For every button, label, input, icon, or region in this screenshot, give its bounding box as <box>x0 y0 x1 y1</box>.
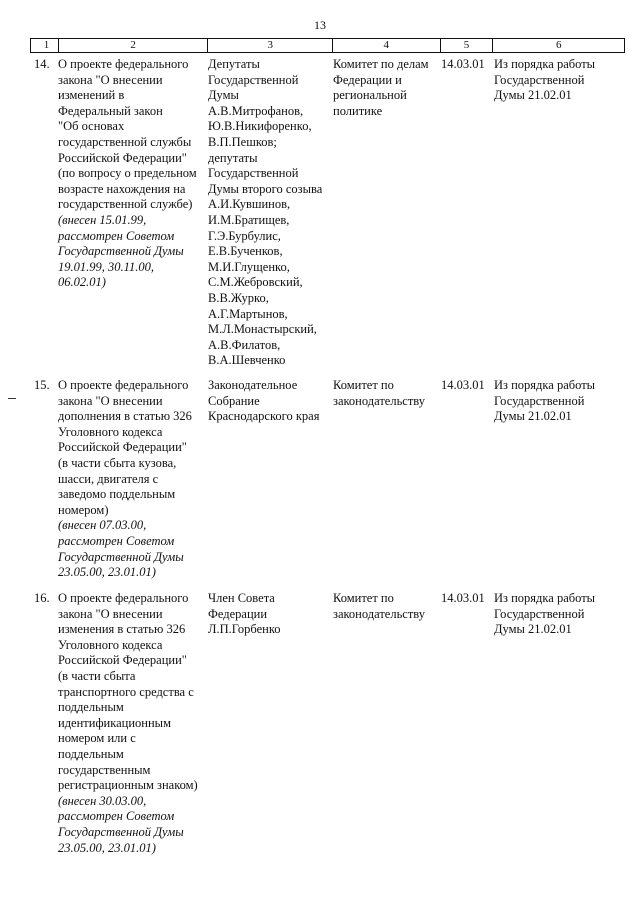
bill-title-line: О проекте федерального <box>58 378 189 392</box>
source-line: Думы 21.02.01 <box>494 622 572 637</box>
bill-title-line: изменений в <box>58 88 125 103</box>
source <box>494 591 625 856</box>
committee <box>333 591 441 856</box>
date-text: 14.03.01 <box>441 57 485 71</box>
bill-title-line: Российской Федерации" <box>58 150 187 165</box>
bill-title-line: идентификационным <box>58 715 171 730</box>
initiator-line: В.П.Пешков; <box>208 134 277 149</box>
initiator-line: Л.П.Горбенко <box>208 622 281 637</box>
bill-title-line: Российской Федерации" <box>58 653 187 668</box>
bill-title-line: Федеральный закон <box>58 103 163 118</box>
initiator <box>208 591 333 856</box>
initiator-line: Думы <box>208 88 239 103</box>
committee-line: Комитет по <box>333 378 394 392</box>
bill-title-line: регистрационным знаком) <box>58 778 198 793</box>
initiator-line: М.И.Глущенко, <box>208 259 290 274</box>
bill-status-line: 19.01.99, 30.11.00, <box>58 259 154 274</box>
header-col-6: 6 <box>555 39 562 51</box>
source-line: Государственной <box>494 606 585 621</box>
header-col-2: 2 <box>59 39 208 52</box>
source <box>494 378 625 581</box>
row-number-text: 14. <box>34 57 50 71</box>
bill-status-line: (внесен 15.01.99, <box>58 212 147 227</box>
bill-status-line: 06.02.01) <box>58 275 106 290</box>
margin-mark <box>8 398 16 399</box>
bill-title-line: (по вопросу о предельном <box>58 166 197 181</box>
initiator-line: Г.Э.Бурбулис, <box>208 228 281 243</box>
bill-status-line: Государственной Думы <box>58 824 184 839</box>
date <box>441 378 494 581</box>
committee-line: Комитет по <box>333 591 394 605</box>
bill-title-line: транспортного средства с <box>58 684 194 699</box>
bill-status-line: 23.05.00, 23.01.01) <box>58 840 156 855</box>
initiator-line: Ю.В.Никифоренко, <box>208 119 312 134</box>
date <box>441 591 494 856</box>
table-row <box>30 57 625 369</box>
committee-line: законодательству <box>333 606 426 621</box>
bill-title <box>58 57 208 369</box>
initiator-line: Е.В.Бученков, <box>208 244 283 259</box>
date <box>441 57 494 369</box>
committee-line: Комитет по делам <box>333 57 429 71</box>
bill-title-line: государственным <box>58 762 151 777</box>
table-row <box>30 378 625 581</box>
bill-title-line: закона "О внесении <box>58 72 163 87</box>
header-col-3: 3 <box>208 39 333 52</box>
initiator-line: Законодательное <box>208 378 298 392</box>
initiator-line: Думы второго созыва <box>208 181 323 196</box>
bill-title-line: О проекте федерального <box>58 591 189 605</box>
committee-line: политике <box>333 103 383 118</box>
header-col-1: 1 <box>31 39 59 52</box>
row-number <box>30 378 58 581</box>
committee <box>333 57 441 369</box>
row-number <box>30 57 58 369</box>
bill-title-line: поддельным <box>58 746 124 761</box>
bill-title-line: "Об основах <box>58 119 125 134</box>
table-header <box>30 38 625 53</box>
initiator-line: депутаты <box>208 150 258 165</box>
date-text: 14.03.01 <box>441 591 485 605</box>
bill-status-line: Государственной Думы <box>58 549 184 564</box>
initiator-line: Государственной <box>208 166 299 181</box>
bill-title <box>58 378 208 581</box>
initiator-line: Член Совета <box>208 591 275 605</box>
initiator-line: Депутаты <box>208 57 260 71</box>
bill-title-line: заведомо поддельным <box>58 487 176 502</box>
initiator-line: Федерации <box>208 606 268 621</box>
bill-title-line: (в части сбыта <box>58 668 136 683</box>
initiator-line: А.В.Митрофанов, <box>208 103 304 118</box>
initiator-line: М.Л.Монастырский, <box>208 322 317 337</box>
initiator-line: Собрание <box>208 393 260 408</box>
initiator-line: А.В.Филатов, <box>208 337 281 352</box>
source-line: Думы 21.02.01 <box>494 409 572 424</box>
header-col-4: 4 <box>333 39 441 52</box>
source-line: Государственной <box>494 72 585 87</box>
bill-title-line: возрасте нахождения на <box>58 181 186 196</box>
date-text: 14.03.01 <box>441 378 485 392</box>
bill-status-line: рассмотрен Советом <box>58 809 175 824</box>
row-number-text: 16. <box>34 591 50 605</box>
bill-title-line: (в части сбыта кузова, <box>58 455 177 470</box>
bill-title-line: Уголовного кодекса <box>58 637 163 652</box>
initiator-line: С.М.Жебровский, <box>208 275 303 290</box>
initiator <box>208 57 333 369</box>
bill-title-line: Российской Федерации" <box>58 440 187 455</box>
initiator-line: А.Г.Мартынов, <box>208 306 288 321</box>
bill-title-line: государственной службе) <box>58 197 193 212</box>
initiator-line: В.А.Шевченко <box>208 353 286 368</box>
bill-status-line: (внесен 30.03.00, <box>58 793 147 808</box>
bill-title-line: номером) <box>58 502 109 517</box>
source-line: Думы 21.02.01 <box>494 88 572 103</box>
bill-title-line: шасси, двигателя с <box>58 471 159 486</box>
source <box>494 57 625 369</box>
initiator-line: В.В.Журко, <box>208 290 269 305</box>
bill-status-line: рассмотрен Советом <box>58 228 175 243</box>
bill-title-line: дополнения в статью 326 <box>58 409 192 424</box>
bill-status-line: (внесен 07.03.00, <box>58 518 147 533</box>
page-number: 13 <box>314 18 326 32</box>
initiator-line: А.И.Кувшинов, <box>208 197 291 212</box>
bill-title-line: Уголовного кодекса <box>58 424 163 439</box>
bill-title <box>58 591 208 856</box>
initiator-line: Государственной <box>208 72 299 87</box>
source-line: Государственной <box>494 393 585 408</box>
bill-title-line: государственной службы <box>58 134 192 149</box>
source-line: Из порядка работы <box>494 591 596 605</box>
initiator-line: И.М.Братищев, <box>208 212 290 227</box>
bill-title-line: закона "О внесении <box>58 393 163 408</box>
bill-title-line: закона "О внесении <box>58 606 163 621</box>
committee <box>333 378 441 581</box>
committee-line: Федерации и <box>333 72 402 87</box>
source-line: Из порядка работы <box>494 57 596 71</box>
committee-line: законодательству <box>333 393 426 408</box>
bill-title-line: поддельным <box>58 700 124 715</box>
bill-status-line: Государственной Думы <box>58 244 184 259</box>
bill-status-line: рассмотрен Советом <box>58 533 175 548</box>
bill-title-line: номером или с <box>58 731 136 746</box>
bill-status-line: 23.05.00, 23.01.01) <box>58 565 156 580</box>
initiator-line: Краснодарского края <box>208 409 320 424</box>
initiator <box>208 378 333 581</box>
row-number-text: 15. <box>34 378 50 392</box>
bill-title-line: О проекте федерального <box>58 57 189 71</box>
bill-title-line: изменения в статью 326 <box>58 622 186 637</box>
table-row <box>30 591 625 856</box>
header-col-5: 5 <box>441 39 494 52</box>
committee-line: региональной <box>333 88 407 103</box>
source-line: Из порядка работы <box>494 378 596 392</box>
row-number <box>30 591 58 856</box>
